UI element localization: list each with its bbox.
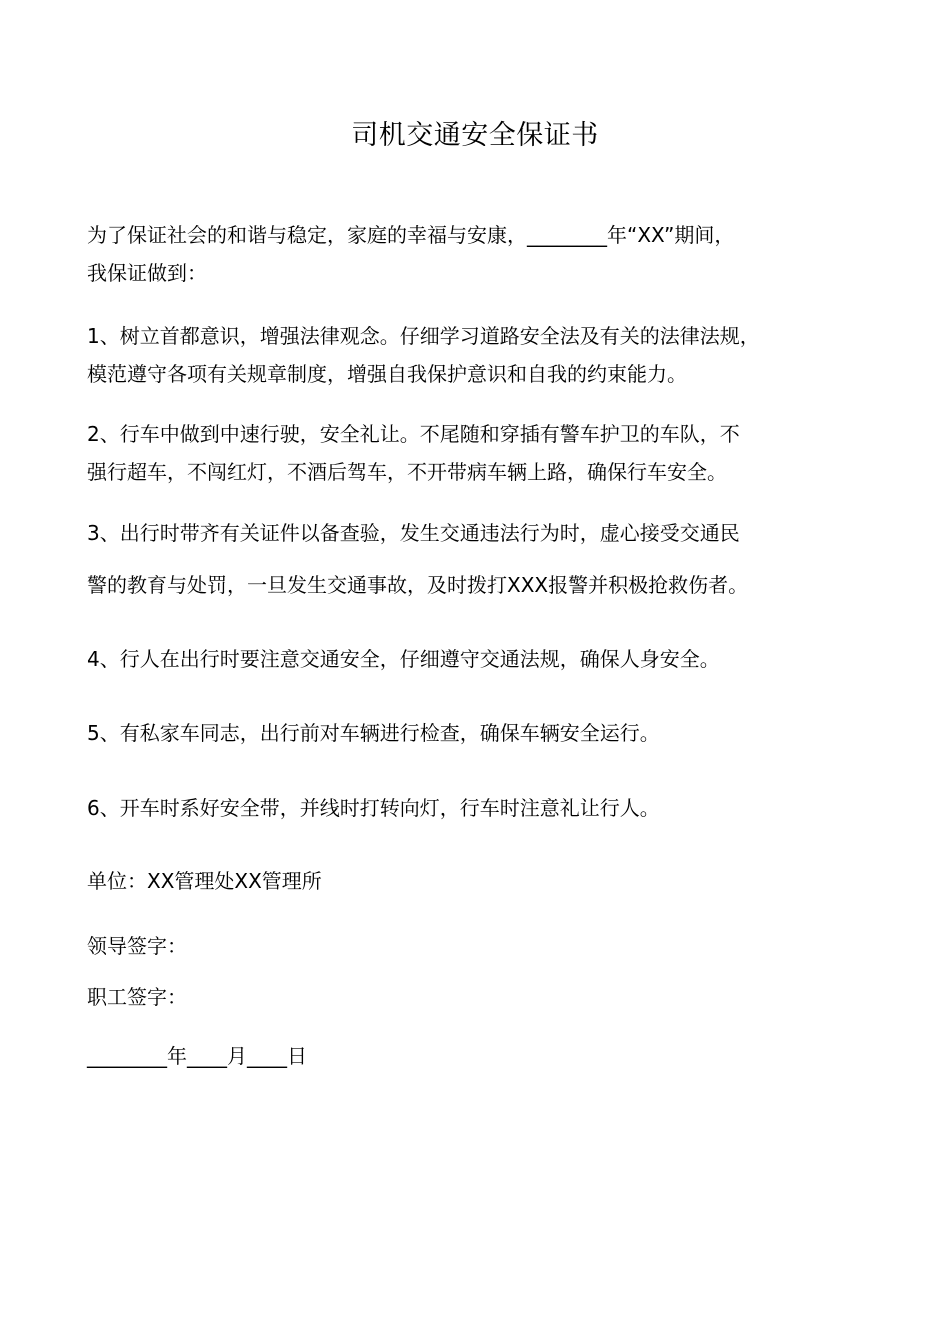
item-1-line-2: 模范遵守各项有关规章制度，增强自我保护意识和自我的约束能力。: [87, 362, 687, 386]
item-6-line-1: 6、开车时系好安全带，并线时打转向灯，行车时注意礼让行人。: [87, 796, 660, 820]
item-3-paragraph: [87, 514, 887, 604]
intro-line-1: 为了保证社会的和谐与稳定，家庭的幸福与安康，________年“XX”期间，: [87, 223, 735, 247]
item-1-line-1: 1、树立首都意识，增强法律观念。仔细学习道路安全法及有关的法律法规，: [87, 324, 760, 348]
unit-line: 单位：XX管理处XX管理所: [87, 869, 322, 893]
item-5-paragraph: [87, 714, 887, 752]
leader-signature-line: 领导签字：: [87, 934, 187, 958]
item-2-line-2: 强行超车，不闯红灯，不酒后驾车，不开带病车辆上路，确保行车安全。: [87, 460, 727, 484]
staff-signature-line: 职工签字：: [87, 985, 187, 1009]
item-6-paragraph: [87, 789, 887, 827]
item-2-paragraph: [87, 415, 887, 491]
date-line: ________年____月____日: [87, 1044, 307, 1068]
item-4-paragraph: [87, 640, 887, 678]
item-5-line-1: 5、有私家车同志，出行前对车辆进行检查，确保车辆安全运行。: [87, 721, 660, 745]
item-3-line-2: 警的教育与处罚，一旦发生交通事故，及时拨打XXX报警并积极抢救伤者。: [87, 573, 749, 597]
intro-line-2: 我保证做到：: [87, 261, 207, 285]
intro-paragraph: [87, 216, 887, 292]
item-2-line-1: 2、行车中做到中速行驶，安全礼让。不尾随和穿插有警车护卫的车队，不: [87, 422, 740, 446]
item-4-line-1: 4、行人在出行时要注意交通安全，仔细遵守交通法规，确保人身安全。: [87, 647, 720, 671]
document-title: 司机交通安全保证书: [351, 120, 599, 151]
item-1-paragraph: [87, 317, 887, 393]
item-3-line-1: 3、出行时带齐有关证件以备查验，发生交通违法行为时，虚心接受交通民: [87, 521, 740, 545]
